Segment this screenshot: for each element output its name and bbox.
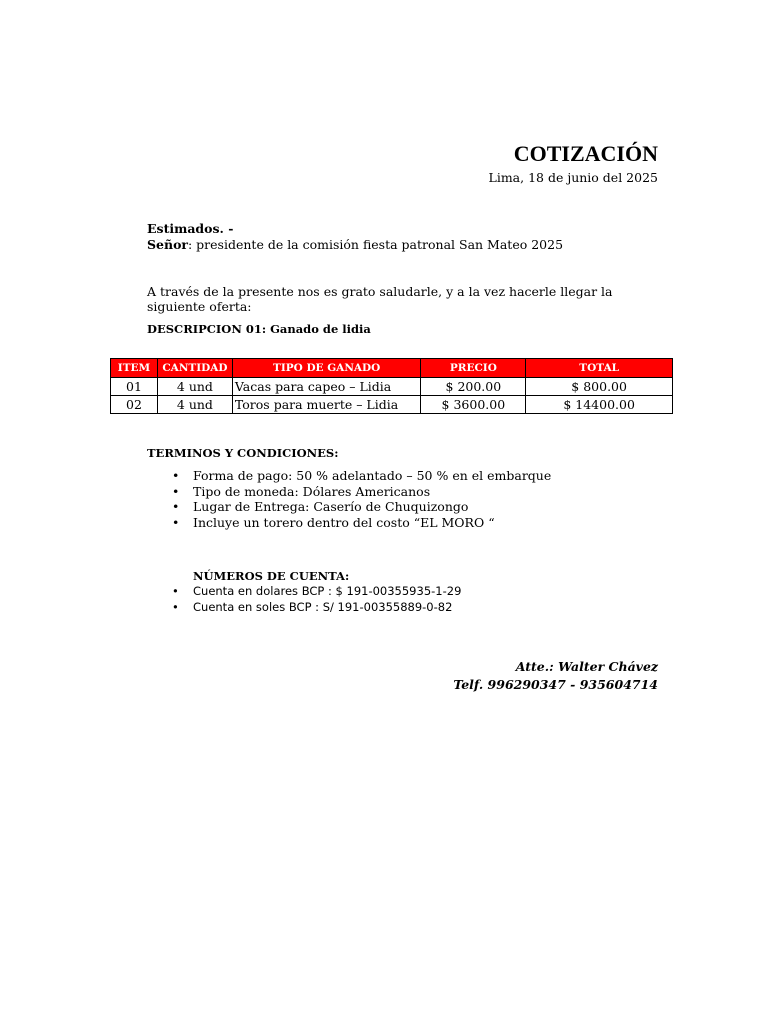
accounts-list bbox=[147, 584, 461, 615]
cell-item: 01 bbox=[111, 378, 158, 396]
cell-total: $ 14400.00 bbox=[526, 396, 673, 414]
description-heading: DESCRIPCION 01: Ganado de lidia bbox=[147, 322, 371, 336]
accounts-title: NÚMEROS DE CUENTA: bbox=[193, 569, 350, 583]
document-date: Lima, 18 de junio del 2025 bbox=[488, 170, 658, 185]
header-tipo: TIPO DE GANADO bbox=[232, 359, 421, 378]
list-item: • Lugar de Entrega: Caserío de Chuquizongo bbox=[193, 499, 551, 515]
header-cantidad: CANTIDAD bbox=[157, 359, 232, 378]
document-title: COTIZACIÓN bbox=[513, 141, 658, 166]
header-precio: PRECIO bbox=[421, 359, 526, 378]
table-row bbox=[111, 378, 673, 396]
intro-paragraph: A través de la presente nos es grato saludarle, y a la vez hacerle llegar la siguiente oferta: bbox=[147, 284, 613, 314]
cell-precio: $ 3600.00 bbox=[421, 396, 526, 414]
cell-total: $ 800.00 bbox=[526, 378, 673, 396]
terms-title: TERMINOS Y CONDICIONES: bbox=[147, 446, 339, 460]
table-row bbox=[111, 396, 673, 414]
cell-precio: $ 200.00 bbox=[421, 378, 526, 396]
signature-telf: Telf. 996290347 - 935604714 bbox=[453, 677, 658, 692]
cell-tipo: Toros para muerte – Lidia bbox=[232, 396, 421, 414]
senor-label: Señor bbox=[147, 237, 188, 252]
cell-cantidad: 4 und bbox=[157, 396, 232, 414]
header-item: ITEM bbox=[111, 359, 158, 378]
senor-text: : presidente de la comisión fiesta patronal San Mateo 2025 bbox=[188, 237, 564, 252]
terms-list bbox=[147, 468, 551, 530]
list-item: • Cuenta en soles BCP : S/ 191-00355889-0-82 bbox=[193, 600, 461, 616]
list-item: • Tipo de moneda: Dólares Americanos bbox=[193, 484, 551, 500]
greeting-senor bbox=[147, 237, 563, 252]
list-item: • Incluye un torero dentro del costo “EL MORO “ bbox=[193, 515, 551, 531]
table-header-row bbox=[111, 359, 673, 378]
signature-block bbox=[453, 658, 658, 694]
greeting-estimados: Estimados. - bbox=[147, 221, 234, 236]
list-item: • Cuenta en dolares BCP : $ 191-00355935-1-29 bbox=[193, 584, 461, 600]
cell-tipo: Vacas para capeo – Lidia bbox=[232, 378, 421, 396]
header-total: TOTAL bbox=[526, 359, 673, 378]
cell-cantidad: 4 und bbox=[157, 378, 232, 396]
quote-table bbox=[110, 358, 673, 414]
cell-item: 02 bbox=[111, 396, 158, 414]
list-item: • Forma de pago: 50 % adelantado – 50 % en el embarque bbox=[193, 468, 551, 484]
signature-atte: Atte.: Walter Chávez bbox=[515, 659, 658, 674]
